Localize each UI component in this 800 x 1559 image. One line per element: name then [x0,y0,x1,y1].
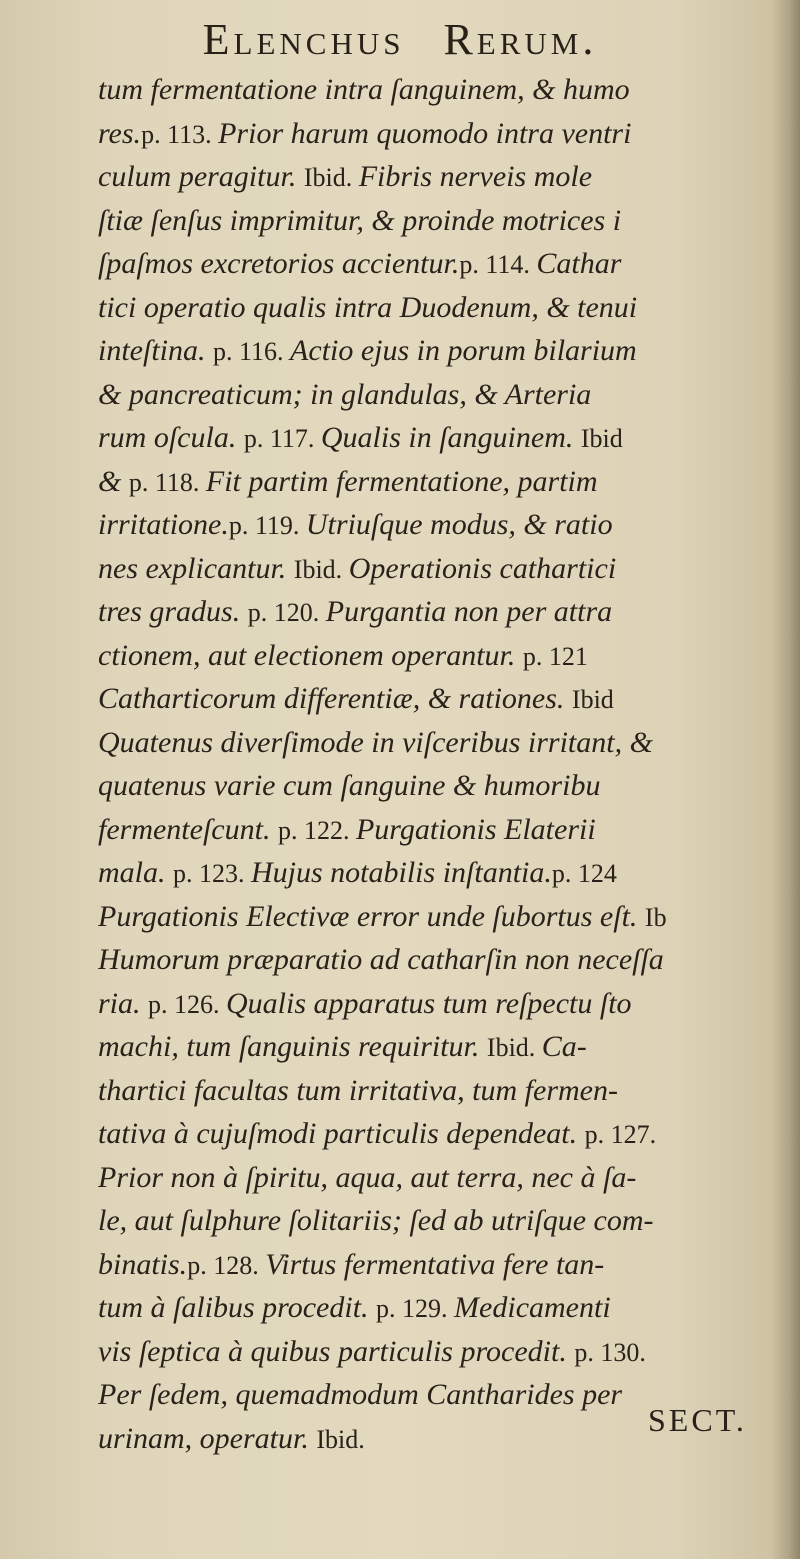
page-reference: Ibid. [303,163,359,192]
catchword: SECT. [648,1402,747,1438]
italic-text: res. [98,116,142,150]
text-line [98,242,788,286]
italic-text: vis ſeptica à quibus particulis procedit. [98,1334,575,1368]
italic-text: inteſtina. [98,334,213,367]
italic-text: tum à ſalibus procedit. [98,1291,377,1324]
italic-text: Cathar [536,247,622,280]
text-line [98,1199,788,1243]
index-text-block [98,68,788,1460]
page-reference: Ib [644,902,667,932]
page-reference: p. 124 [551,859,617,888]
text-line [98,1243,788,1287]
italic-text: irritatione. [98,508,229,541]
text-line [98,1156,788,1200]
text-line [98,329,788,373]
italic-text: fermenteſcunt. [98,812,278,846]
text-line [98,938,788,982]
running-head-word: Elenchus [202,15,405,64]
text-line [98,1330,788,1374]
text-line [98,503,788,547]
text-line [98,1286,788,1330]
italic-text: urinam, operatur. [98,1421,317,1455]
page-reference: p. 128. [187,1250,266,1280]
italic-text: & pancreaticum; in glandulas, & Arteria [98,377,592,411]
page-reference: p. 119. [228,511,306,540]
italic-text: Fit partim fermentatione, partim [205,464,598,498]
italic-text: ria. [98,986,149,1020]
page-reference: p. 126. [148,989,227,1019]
text-line [98,460,788,504]
italic-text: Per ſedem, quemadmodum Cantharides per [98,1378,623,1411]
italic-text: tum fermentatione intra ſanguinem, & humo [98,73,630,106]
italic-text: Humorum præparatio ad catharſin non neceſſa [98,943,664,976]
italic-text: Prior harum quomodo intra ventri [218,116,632,150]
italic-text: tativa à cujuſmodi particulis dependeat. [98,1117,585,1150]
text-line [98,286,788,330]
italic-text: machi, tum ſanguinis requiritur. [98,1030,487,1063]
page-reference: p. 118. [128,467,206,497]
italic-text: ctionem, aut electionem operantur. [98,638,523,672]
page-reference: p. 120. [247,598,326,627]
page-reference: p. 117. [243,424,321,453]
page-reference: Ibid. [486,1033,542,1062]
italic-text: Qualis apparatus tum reſpectu ſto [226,986,632,1020]
text-line [98,1112,788,1156]
italic-text: Utriuſque modus, & ratio [305,508,613,541]
italic-text: Fibris nerveis mole [358,160,593,193]
italic-text: culum peragitur. [98,160,304,193]
page-reference: p. 123. [173,859,251,888]
text-line [98,764,788,808]
italic-text: binatis. [98,1247,188,1281]
page-reference: p. 130. [574,1337,646,1367]
text-line [98,199,788,243]
italic-text: tres gradus. [98,595,248,628]
text-line [98,634,788,678]
text-line [98,808,788,852]
text-line [98,1069,788,1113]
italic-text: Prior non à ſpiritu, aqua, aut terra, nec à ſa- [98,1160,637,1194]
italic-text: thartici facultas tum irritativa, tum fermen- [98,1073,618,1107]
page-reference: Ibid. [316,1424,365,1454]
page-reference: p. 113. [141,119,219,149]
italic-text: mala. [98,856,173,889]
text-line [98,547,788,591]
italic-text: Quatenus diverſimode in viſceribus irritant, & [98,725,653,759]
text-line [98,373,788,417]
text-line [98,416,788,460]
page-reference: p. 127. [584,1120,657,1149]
italic-text: tici operatio qualis intra Duodenum, & tenui [98,290,638,324]
italic-text: & [98,464,129,498]
text-line [98,982,788,1026]
text-line [98,112,788,156]
italic-text: Catharticorum differentiæ, & rationes. [98,682,572,715]
italic-text: Purgationis Elaterii [355,812,596,846]
italic-text: rum oſcula. [98,421,244,454]
italic-text: Ca- [541,1030,587,1063]
italic-text: ſtiæ ſenſus imprimitur, & proinde motrices i [98,203,622,237]
text-line [98,155,788,199]
page-reference: p. 129. [376,1294,455,1323]
text-line [98,895,788,939]
italic-text: le, aut ſulphure ſolitariis; ſed ab utriſque com- [98,1204,654,1237]
page-reference: p. 122. [277,815,356,845]
text-line [98,590,788,634]
italic-text: Hujus notabilis inſtantia. [251,856,552,889]
page-reference: Ibid [580,424,623,453]
italic-text: Actio ejus in porum bilarium [290,334,637,367]
italic-text: Purgantia non per attra [325,595,613,628]
text-line [98,68,788,112]
text-line [98,721,788,765]
italic-text: quatenus varie cum ſanguine & humoribu [98,769,601,802]
page-reference: p. 114. [459,250,537,279]
page-reference: p. 121 [522,641,588,671]
italic-text: ſpaſmos excretorios accientur. [98,247,460,280]
running-head-word: Rerum. [443,15,598,64]
page-reference: p. 116. [213,337,291,366]
text-line [98,851,788,895]
text-line [98,677,788,721]
text-line [98,1025,788,1069]
italic-text: Medicamenti [454,1291,611,1324]
page-reference: Ibid. [293,554,349,584]
italic-text: Qualis in ſanguinem. [320,421,581,454]
italic-text: Purgationis Electivæ error unde ſubortus eſt. [98,899,645,933]
italic-text: Virtus fermentativa fere tan- [265,1247,605,1281]
italic-text: nes explicantur. [98,551,294,585]
italic-text: Operationis cathartici [348,551,617,585]
page-reference: Ibid [571,685,614,714]
running-head [0,14,800,65]
